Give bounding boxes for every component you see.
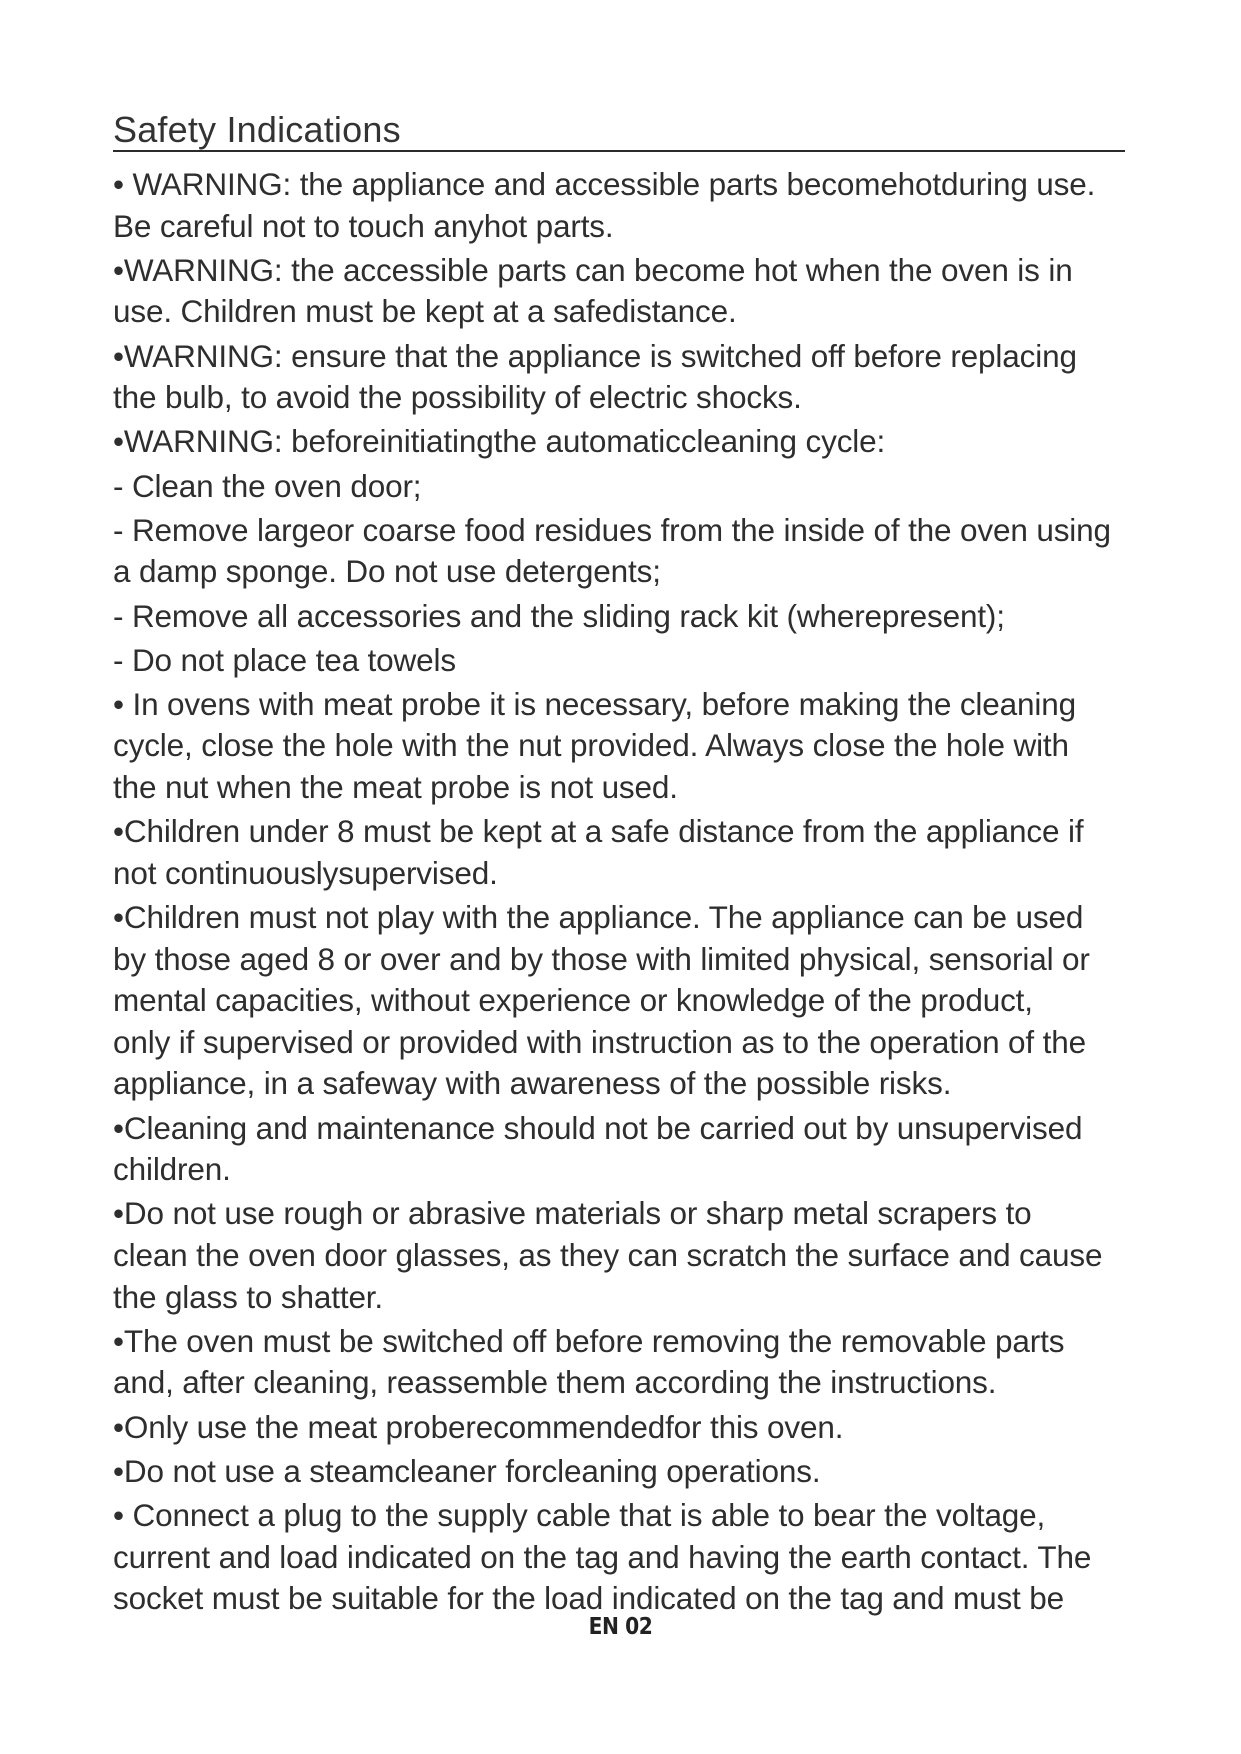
text-line: the nut when the meat probe is not used.	[113, 769, 678, 806]
text-line: • In ovens with meat probe it is necessary, before making the cleaning	[113, 685, 1076, 722]
text-line: cycle, close the hole with the nut provided. Always close the hole with	[113, 727, 1069, 764]
text-line: - Clean the oven door;	[113, 467, 422, 504]
text-line: mental capacities, without experience or knowledge of the product,	[113, 982, 1033, 1019]
text-line: a damp sponge. Do not use detergents;	[113, 553, 661, 590]
text-line: •WARNING: ensure that the appliance is switched off before replacing	[113, 337, 1077, 374]
text-line: appliance, in a safeway with awareness of the possible risks.	[113, 1065, 952, 1102]
text-line: children.	[113, 1151, 231, 1188]
text-line: clean the oven door glasses, as they can scratch the surface and cause	[113, 1236, 1103, 1273]
text-line: use. Children must be kept at a safedistance.	[113, 293, 737, 330]
text-line: - Remove all accessories and the sliding rack kit (wherepresent);	[113, 597, 1005, 634]
safety-text-body	[113, 164, 1163, 1620]
page-number: EN 02	[588, 1614, 653, 1640]
text-line: •Do not use a steamcleaner forcleaning operations.	[113, 1452, 821, 1489]
text-line: by those aged 8 or over and by those with limited physical, sensorial or	[113, 940, 1090, 977]
text-line: • WARNING: the appliance and accessible parts becomehotduring use.	[113, 166, 1096, 202]
text-line: socket must be suitable for the load indicated on the tag and must be	[113, 1580, 1065, 1617]
text-line: - Remove largeor coarse food residues from the inside of the oven using	[113, 511, 1111, 548]
section-heading	[113, 108, 1125, 152]
text-line: • Connect a plug to the supply cable that is able to bear the voltage,	[113, 1496, 1046, 1533]
text-line: the bulb, to avoid the possibility of electric shocks.	[113, 379, 802, 416]
text-line: •Do not use rough or abrasive materials or sharp metal scrapers to	[113, 1195, 1032, 1232]
text-line: •Only use the meat proberecommendedfor this oven.	[113, 1408, 844, 1445]
text-line: Be careful not to touch anyhot parts.	[113, 207, 614, 244]
text-line: •The oven must be switched off before removing the removable parts	[113, 1322, 1065, 1359]
text-line: •Children under 8 must be kept at a safe distance from the appliance if	[113, 813, 1084, 850]
text-line: only if supervised or provided with instruction as to the operation of the	[113, 1023, 1086, 1060]
text-line: the glass to shatter.	[113, 1278, 384, 1315]
text-line: •WARNING: beforeinitiatingthe automaticcleaning cycle:	[113, 423, 886, 460]
text-line: - Do not place tea towels	[113, 641, 456, 678]
text-line: current and load indicated on the tag and having the earth contact. The	[113, 1538, 1092, 1575]
text-line: •Children must not play with the appliance. The appliance can be used	[113, 899, 1084, 936]
section-heading-text: Safety Indications	[113, 109, 401, 150]
text-line: •WARNING: the accessible parts can become hot when the oven is in	[113, 251, 1073, 288]
text-line: •Cleaning and maintenance should not be carried out by unsupervised	[113, 1109, 1083, 1146]
text-line: not continuouslysupervised.	[113, 854, 498, 891]
text-line: and, after cleaning, reassemble them according the instructions.	[113, 1364, 997, 1401]
